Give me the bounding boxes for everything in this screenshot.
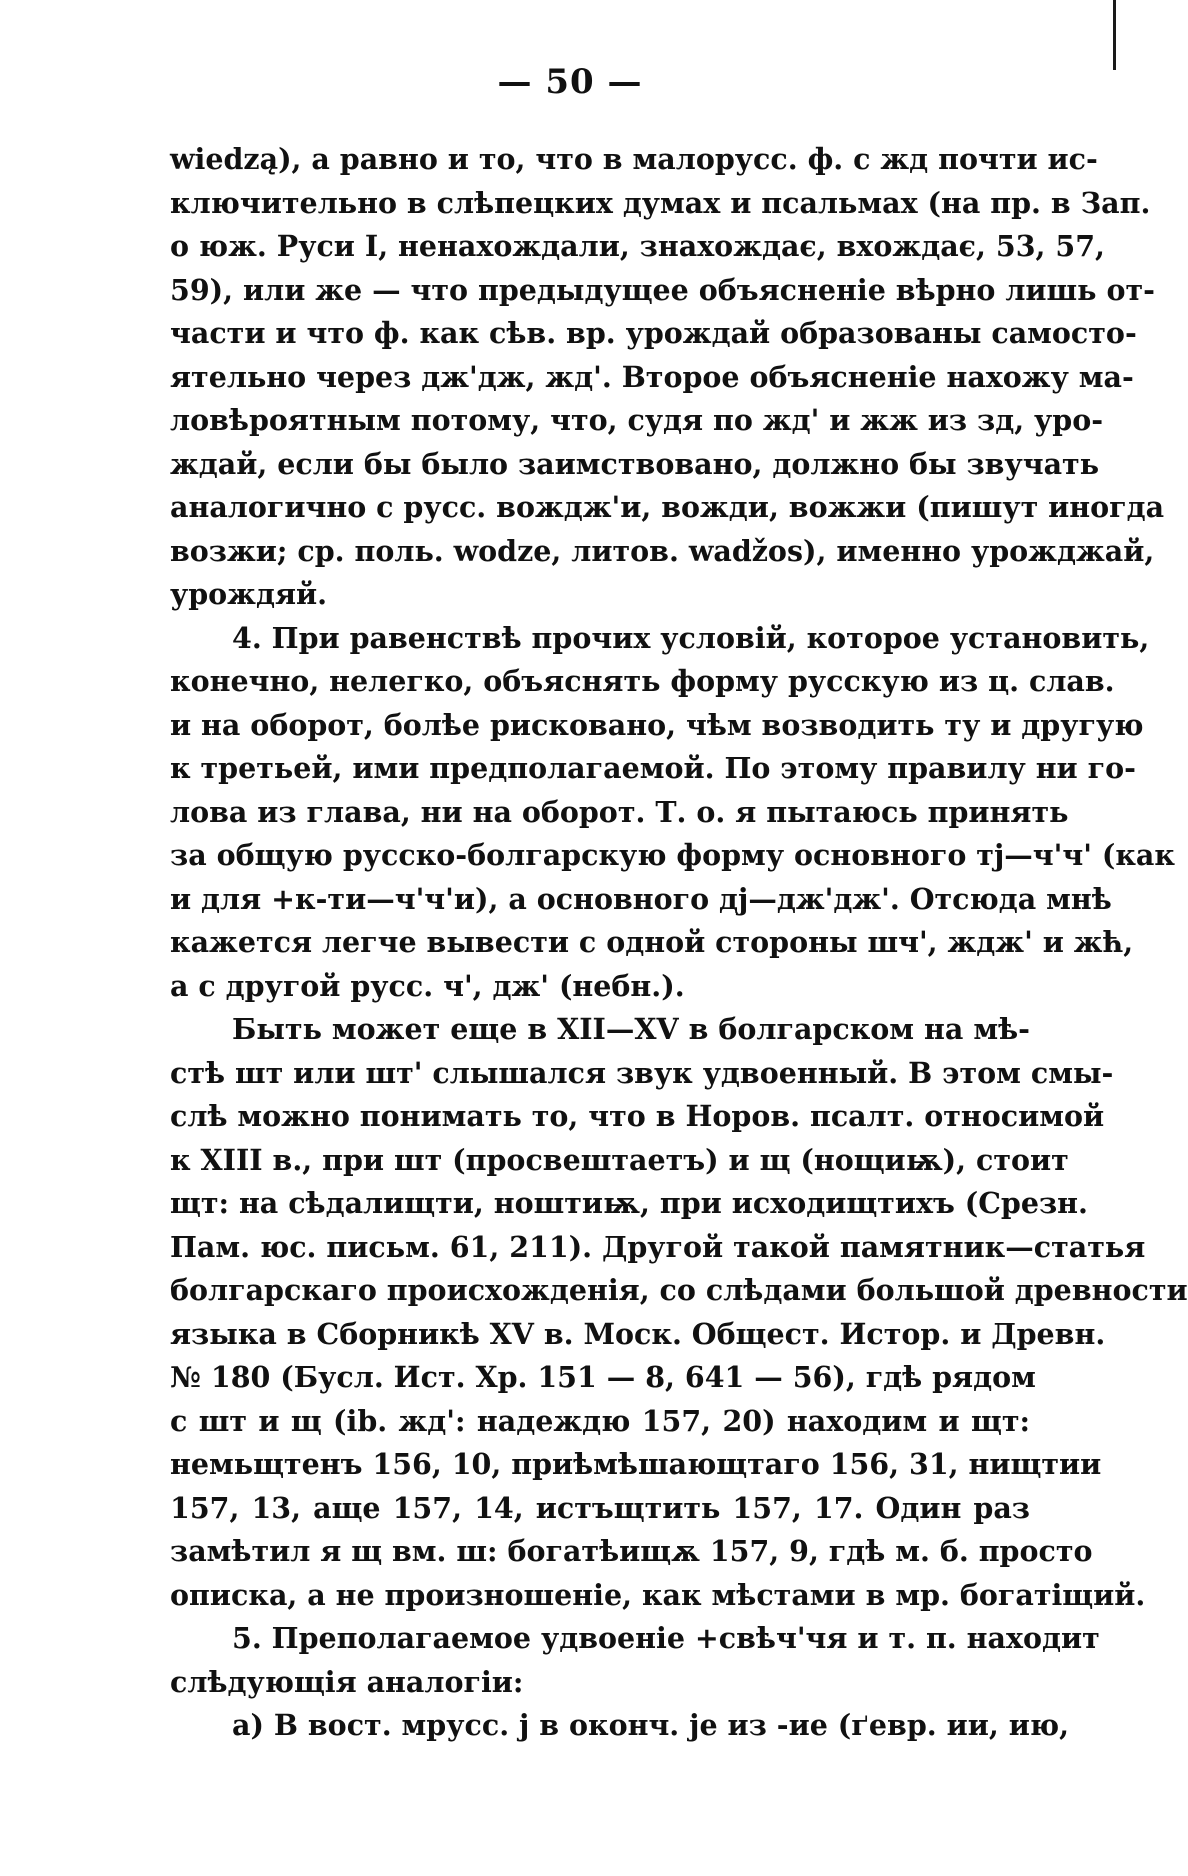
text-line: замѣтил я щ вм. ш: богатѣищѫ 157, 9, гдѣ м. б. просто xyxy=(170,1534,1093,1568)
text-line: языка в Сборникѣ XV в. Моск. Общест. Истор. и Древн. xyxy=(170,1316,1106,1351)
text-line: и на оборот, болѣе рисковано, чѣм возводить ту и другую xyxy=(170,707,1144,742)
text-line: аналогично с русс. вождж'и, вожди, вожжи (пишут иногда xyxy=(170,490,1165,524)
text-line: конечно, нелегко, объяснять форму русскую из ц. слав. xyxy=(170,664,1115,698)
page-number: — 50 — xyxy=(497,62,643,102)
text-line: описка, а не произношеніе, как мѣстами в мр. богатіщий. xyxy=(170,1577,1146,1612)
text-line: урождяй. xyxy=(170,577,328,611)
margin-rule xyxy=(1113,0,1116,70)
text-line: № 180 (Бусл. Ист. Хр. 151 — 8, 641 — 56), гдѣ рядом xyxy=(170,1360,1036,1394)
text-line: за общую русско-болгарскую форму основного тј—ч'ч' (как xyxy=(170,838,1175,872)
text-line: ключительно в слѣпецких думах и псальмах (на пр. в Зап. xyxy=(170,185,1151,220)
text-line: щт: на сѣдалищти, ноштиѭ, при исходищтихъ (Срезн. xyxy=(170,1186,1088,1220)
text-line: к XIII в., при шт (просвештаетъ) и щ (нощиѭ), стоит xyxy=(170,1142,1069,1177)
text-line: а с другой русс. ч', дж' (небн.). xyxy=(170,968,685,1003)
text-line: стѣ шт или шт' слышался звук удвоенный. В этом смы- xyxy=(170,1055,1114,1090)
text-line: части и что ф. как сѣв. вр. урождай образованы самосто- xyxy=(170,316,1137,350)
paragraph-start-line: Быть может еще в XII—XV в болгарском на мѣ- xyxy=(232,1012,1030,1046)
text-line: ятельно через дж'дж, жд'. Второе объясненіе нахожу ма- xyxy=(170,359,1134,394)
text-line: слѣ можно понимать то, что в Норов. псалт. относимой xyxy=(170,1099,1105,1133)
text-line: и для +к-ти—ч'ч'и), а основного дј—дж'дж'. Отсюда мнѣ xyxy=(170,881,1112,916)
text-line: wiedzą), а равно и то, что в малорусс. ф. с жд почти ис- xyxy=(170,142,1098,176)
text-line: с шт и щ (ib. жд': надеждю 157, 20) находим и щт: xyxy=(170,1403,1030,1438)
text-line: болгарскаго происхожденія, со слѣдами большой древности xyxy=(170,1273,1188,1307)
text-line: о юж. Руси I, ненахождали, знахождає, вхождає, 53, 57, xyxy=(170,229,1105,263)
text-line: ждай, если бы было заимствовано, должно бы звучать xyxy=(170,446,1100,481)
paragraph-start-line: 4. При равенствѣ прочих условій, которое установить, xyxy=(232,620,1150,655)
text-line: возжи; ср. поль. wodze, литов. wadžos), именно урожджай, xyxy=(170,533,1155,568)
text-line: немьщтенъ 156, 10, приѣмѣшающтаго 156, 31, нищтии xyxy=(170,1447,1102,1481)
paragraph-start-line: a) В вост. мрусс. ј в оконч. је из -ие (ґевр. ии, ию, xyxy=(232,1708,1069,1742)
text-line: кажется легче вывести с одной стороны шч', ждж' и жћ, xyxy=(170,925,1134,959)
text-line: к третьей, ими предполагаемой. По этому правилу ни го- xyxy=(170,751,1136,785)
text-line: 157, 13, аще 157, 14, истъщтить 157, 17. Один раз xyxy=(170,1490,1030,1525)
text-line: слѣдующія аналогіи: xyxy=(170,1664,524,1699)
text-line: Пам. юс. письм. 61, 211). Другой такой памятник—статья xyxy=(170,1229,1146,1264)
body-text xyxy=(170,138,1188,1748)
text-line: лова из глава, ни на оборот. Т. о. я пытаюсь принять xyxy=(170,794,1069,829)
text-line: ловѣроятным потому, что, судя по жд' и жж из зд, уро- xyxy=(170,403,1104,437)
paragraph-start-line: 5. Преполагаемое удвоеніе +свѣч'чя и т. п. находит xyxy=(232,1621,1100,1655)
text-line: 59), или же — что предыдущее объясненіе вѣрно лишь от- xyxy=(170,272,1155,307)
